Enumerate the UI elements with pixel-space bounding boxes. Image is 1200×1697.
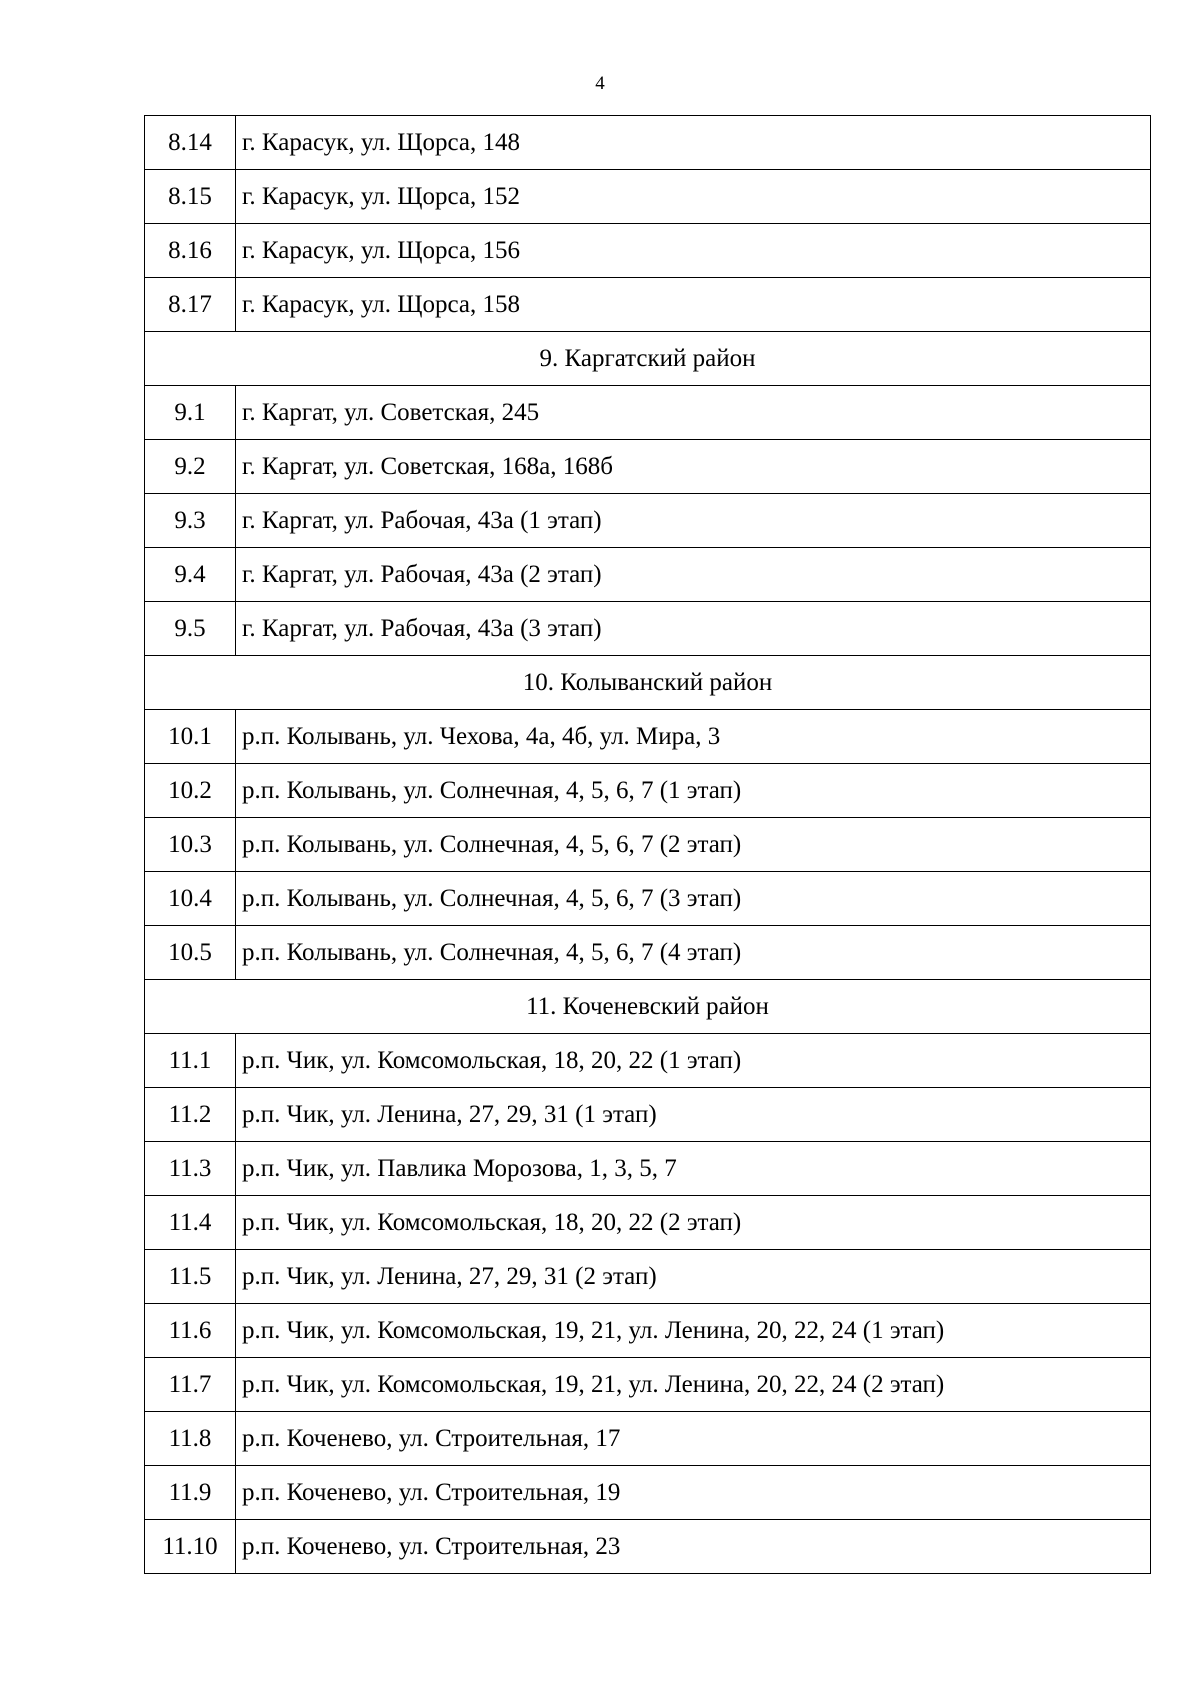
table-row xyxy=(145,818,1151,872)
item-address: г. Каргат, ул. Рабочая, 43а (3 этап) xyxy=(236,602,1151,656)
table-row xyxy=(145,872,1151,926)
item-address: р.п. Чик, ул. Ленина, 27, 29, 31 (2 этап) xyxy=(236,1250,1151,1304)
item-address: р.п. Коченево, ул. Строительная, 17 xyxy=(236,1412,1151,1466)
section-title: 9. Каргатский район xyxy=(145,332,1151,386)
item-address: р.п. Колывань, ул. Солнечная, 4, 5, 6, 7 (2 этап) xyxy=(236,818,1151,872)
table-row xyxy=(145,1196,1151,1250)
item-number: 9.1 xyxy=(145,386,236,440)
table-row xyxy=(145,764,1151,818)
section-title: 10. Колыванский район xyxy=(145,656,1151,710)
table-row xyxy=(145,1304,1151,1358)
table-row xyxy=(145,1034,1151,1088)
item-address: р.п. Колывань, ул. Чехова, 4а, 4б, ул. Мира, 3 xyxy=(236,710,1151,764)
table-row xyxy=(145,1088,1151,1142)
item-address: р.п. Колывань, ул. Солнечная, 4, 5, 6, 7 (3 этап) xyxy=(236,872,1151,926)
table-row xyxy=(145,224,1151,278)
item-number: 11.6 xyxy=(145,1304,236,1358)
item-number: 11.9 xyxy=(145,1466,236,1520)
item-address: г. Карасук, ул. Щорса, 152 xyxy=(236,170,1151,224)
item-address: р.п. Чик, ул. Комсомольская, 19, 21, ул. Ленина, 20, 22, 24 (2 этап) xyxy=(236,1358,1151,1412)
section-title: 11. Коченевский район xyxy=(145,980,1151,1034)
table-row xyxy=(145,116,1151,170)
item-number: 9.4 xyxy=(145,548,236,602)
item-number: 11.10 xyxy=(145,1520,236,1574)
item-address: г. Каргат, ул. Советская, 245 xyxy=(236,386,1151,440)
item-number: 9.5 xyxy=(145,602,236,656)
table-row xyxy=(145,548,1151,602)
item-address: р.п. Чик, ул. Комсомольская, 18, 20, 22 (1 этап) xyxy=(236,1034,1151,1088)
table-row xyxy=(145,1412,1151,1466)
item-address: г. Каргат, ул. Советская, 168а, 168б xyxy=(236,440,1151,494)
table-row xyxy=(145,440,1151,494)
item-address: г. Каргат, ул. Рабочая, 43а (1 этап) xyxy=(236,494,1151,548)
table-row xyxy=(145,1250,1151,1304)
address-table-body xyxy=(145,116,1151,1574)
table-row xyxy=(145,170,1151,224)
section-header-row xyxy=(145,980,1151,1034)
item-number: 11.7 xyxy=(145,1358,236,1412)
table-row xyxy=(145,494,1151,548)
table-row xyxy=(145,710,1151,764)
item-address: р.п. Чик, ул. Ленина, 27, 29, 31 (1 этап) xyxy=(236,1088,1151,1142)
item-address: р.п. Чик, ул. Комсомольская, 19, 21, ул. Ленина, 20, 22, 24 (1 этап) xyxy=(236,1304,1151,1358)
item-address: р.п. Колывань, ул. Солнечная, 4, 5, 6, 7 (4 этап) xyxy=(236,926,1151,980)
table-row xyxy=(145,1466,1151,1520)
address-table xyxy=(144,115,1151,1574)
item-number: 9.2 xyxy=(145,440,236,494)
section-header-row xyxy=(145,656,1151,710)
page-number: 4 xyxy=(595,73,605,94)
table-row xyxy=(145,278,1151,332)
item-number: 11.2 xyxy=(145,1088,236,1142)
item-number: 8.14 xyxy=(145,116,236,170)
item-address: р.п. Чик, ул. Комсомольская, 18, 20, 22 (2 этап) xyxy=(236,1196,1151,1250)
item-number: 10.3 xyxy=(145,818,236,872)
item-address: г. Карасук, ул. Щорса, 158 xyxy=(236,278,1151,332)
item-address: р.п. Коченево, ул. Строительная, 23 xyxy=(236,1520,1151,1574)
table-row xyxy=(145,1142,1151,1196)
item-number: 11.5 xyxy=(145,1250,236,1304)
item-number: 10.5 xyxy=(145,926,236,980)
item-number: 11.4 xyxy=(145,1196,236,1250)
table-row xyxy=(145,386,1151,440)
item-number: 10.2 xyxy=(145,764,236,818)
item-number: 11.3 xyxy=(145,1142,236,1196)
section-header-row xyxy=(145,332,1151,386)
table-row xyxy=(145,1358,1151,1412)
item-number: 8.15 xyxy=(145,170,236,224)
table-row xyxy=(145,602,1151,656)
item-address: р.п. Коченево, ул. Строительная, 19 xyxy=(236,1466,1151,1520)
table-row xyxy=(145,1520,1151,1574)
item-number: 8.17 xyxy=(145,278,236,332)
item-number: 8.16 xyxy=(145,224,236,278)
item-address: г. Карасук, ул. Щорса, 156 xyxy=(236,224,1151,278)
item-number: 10.1 xyxy=(145,710,236,764)
item-number: 11.1 xyxy=(145,1034,236,1088)
item-number: 9.3 xyxy=(145,494,236,548)
item-address: г. Каргат, ул. Рабочая, 43а (2 этап) xyxy=(236,548,1151,602)
table-row xyxy=(145,926,1151,980)
item-address: г. Карасук, ул. Щорса, 148 xyxy=(236,116,1151,170)
item-number: 11.8 xyxy=(145,1412,236,1466)
item-address: р.п. Колывань, ул. Солнечная, 4, 5, 6, 7 (1 этап) xyxy=(236,764,1151,818)
item-number: 10.4 xyxy=(145,872,236,926)
item-address: р.п. Чик, ул. Павлика Морозова, 1, 3, 5, 7 xyxy=(236,1142,1151,1196)
